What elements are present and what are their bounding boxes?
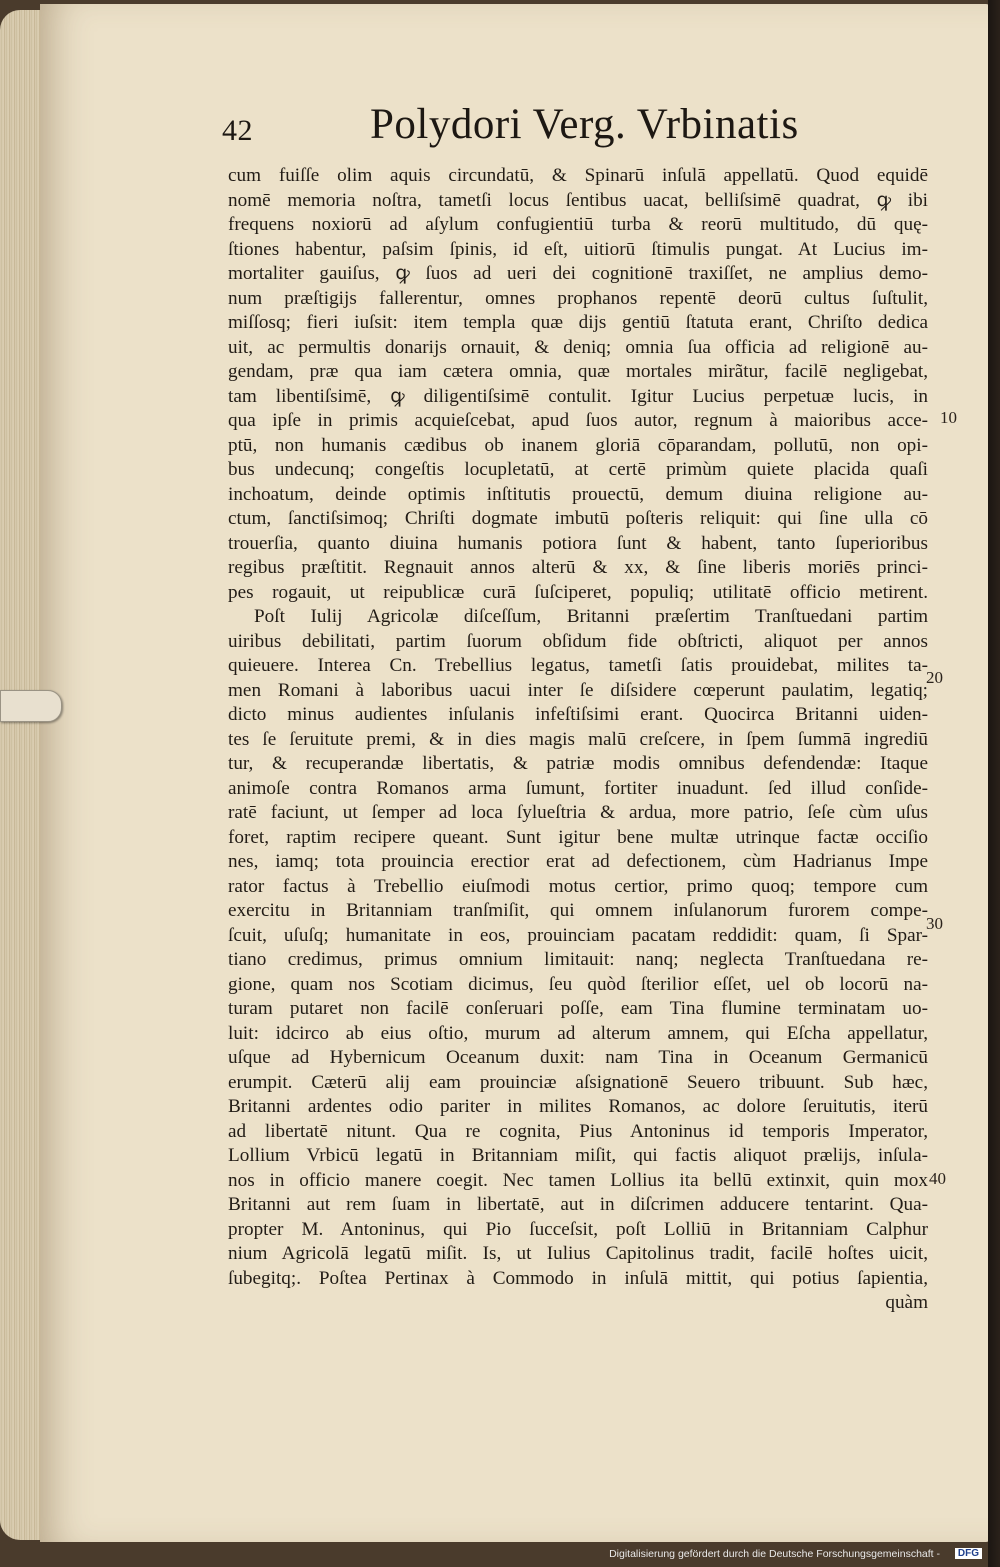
text-line: luit: idcirco ab eius oſtio, murum ad alterum amnem, qui Eſcha appellatur, (228, 1022, 928, 1044)
text-line: gione, quam nos Scotiam dicimus, ſeu quòd ſterilior eſſet, uel ob locorū na- (228, 973, 928, 995)
text-line: nomē memoria noſtra, tametſi locus ſentibus uacat, belliſsimē quadrat, ꝙ ibi (228, 189, 928, 211)
footer-note: Digitalisierung gefördert durch die Deutsche Forschungsgemeinschaft - (609, 1548, 940, 1560)
dfg-logo: DFG (955, 1548, 982, 1559)
text-line: pes rogauit, ut reipublicæ curā ſuſciperet, populiq; utilitatē officio metirent. (228, 581, 928, 603)
text-line: ratē faciunt, ut ſemper ad loca ſylueſtria & ardua, more patrio, ſeſe cùm uſus (228, 802, 928, 823)
catchword: quàm (885, 1292, 928, 1313)
text-line: qua ipſe in primis acquieſcebat, apud ſuos autor, regnum à maioribus acce- (228, 410, 928, 431)
running-head: Polydori Verg. Vrbinatis (370, 101, 799, 148)
text-line: men Romani à laboribus uacui inter ſe diſsidere cœperunt paulatim, legatiq; (228, 679, 928, 701)
text-line: Britanni ardentes odio pariter in milites Romanos, ac dolore ſeruitutis, iterū (228, 1096, 928, 1117)
body-text (228, 164, 928, 1316)
text-line: ad libertatē nitunt. Qua re cognita, Pius Antoninus id temporis Imperator, (228, 1120, 928, 1142)
text-line: tam libentiſsimē, ꝙ diligentiſsimē contulit. Igitur Lucius perpetuæ lucis, in (228, 385, 928, 407)
text-line: nium Agricolā legatū miſit. Is, ut Iulius Capitolinus tradit, facilē hoſtes uicit, (228, 1243, 928, 1264)
text-line: ctum, ſanctiſsimoq; Chriſti dogmate imbutū poſteris reliquit: qui ſine ulla cō (228, 508, 928, 529)
text-line: uſque ad Hybernicum Oceanum duxit: nam Tina in Oceanum Germanicū (228, 1047, 928, 1068)
text-line: trouerſia, quanto diuina humanis potiora ſunt & habent, tanto ſuperioribus (228, 532, 928, 554)
margin-line-number: 40 (929, 1169, 946, 1188)
text-line: uit, ac permultis donarijs ornauit, & deniq; omnia ſua officia ad religionē au- (228, 336, 928, 358)
text-line: frequens noxiorū ad aſylum confugientiū turba & reorū multitudo, dū quę- (228, 214, 928, 235)
text-line: rator factus à Trebellio eiuſmodi motus certior, primo quoq; tempore cum (228, 875, 928, 897)
text-line: num præſtigijs fallerentur, omnes prophanos repentē deorū cultus ſuſtulit, (228, 287, 928, 309)
text-line: tes ſe ſeruitute premi, & in dies magis malū creſcere, in ſpem ſummā ingrediū (228, 728, 928, 750)
text-line: quieuere. Interea Cn. Trebellius legatus, tametſi ſatis prouidebat, milites ta- (228, 655, 928, 676)
text-line: animoſe contra Romanos arma ſumunt, fortiter inuadunt. ſed illud conſide- (228, 777, 928, 799)
page-number: 42 (222, 114, 253, 147)
text-line: ptū, non humanis cædibus ob inanem gloriā cōparandam, pollutū, non opi- (228, 434, 928, 456)
text-line: nes, iamq; tota prouincia erectior erat ad defectionem, cùm Hadrianus Impe (228, 851, 928, 872)
text-line: ſubegitq;. Poſtea Pertinax à Commodo in inſulā mittit, qui potius ſapientia, (228, 1267, 928, 1289)
text-line: turam putaret non facilē conſeruari poſſe, eam Tina flumine terminatam uo- (228, 998, 928, 1019)
text-line: erumpit. Cæterū alij eam prouinciæ aſsignationē Seuero tribuunt. Sub hæc, (228, 1071, 928, 1093)
text-line: miſſosq; fieri iuſsit: item templa quæ dijs gentiū ſtatuta erant, Chriſto dedica (228, 312, 928, 333)
text-line: exercitu in Britanniam tranſmiſit, qui omnem inſulanorum furorem compe- (228, 900, 928, 921)
text-line: mortaliter gauiſus, ꝙ ſuos ad ueri dei cognitionē traxiſſet, ne amplius demo- (228, 263, 928, 284)
text-line: Lollium Vrbicū legatū in Britanniam miſit, qui factis aliquot prælijs, inſula- (228, 1145, 928, 1166)
digitization-footer (609, 1546, 990, 1564)
text-line: foret, raptim recipere queant. Sunt igitur bene multæ utrinque factæ occiſio (228, 826, 928, 848)
margin-line-number: 20 (926, 668, 943, 687)
margin-line-number: 10 (940, 408, 957, 427)
text-line: ſtiones habentur, paſsim ſpinis, id eſt, uitiorū ſtimulis pungat. At Lucius im- (228, 238, 928, 260)
text-line: nos in officio manere coegit. Nec tamen Lollius ita bellū extinxit, quin mox (228, 1169, 928, 1191)
text-line: dicto minus audientes inſulanis infeſtiſsimi erant. Quocirca Britanni uiden- (228, 704, 928, 725)
text-line: cum fuiſſe olim aquis circundatū, & Spinarū inſulā appellatū. Quod equidē (228, 165, 928, 186)
text-line: Poſt Iulij Agricolæ diſceſſum, Britanni præſertim Tranſtuedani partim (254, 606, 928, 627)
text-line: Britanni aut rem ſuam in libertatē, aut in diſcrimen adducere tentarint. Qua- (228, 1194, 928, 1215)
margin-line-number: 30 (926, 914, 943, 933)
text-line: bus undecunq; congeſtis locupletatū, at certē primùm quiete placida quaſi (228, 459, 928, 480)
text-line: tur, & recuperandæ libertatis, & patriæ modis omnibus defendendæ: Itaque (228, 753, 928, 774)
text-line: uiribus debilitati, partim ſuorum obſidum fide obſtricti, aliquot per annos (228, 630, 928, 652)
page-clip (0, 690, 62, 722)
text-line: gendam, præ qua iam cætera omnia, quæ mortales mirãtur, facilē negligebat, (228, 361, 928, 382)
text-line: propter M. Antoninus, qui Pio ſucceſsit, poſt Lolliū in Britanniam Calphur (228, 1218, 928, 1240)
scan-right-edge (988, 0, 1000, 1567)
text-line: inchoatum, deinde optimis inſtitutis prouectū, demum diuina religione au- (228, 483, 928, 505)
text-line: ſcuit, uſuſq; humanitate in eos, prouinciam pacatam reddidit: quam, ſi Spar- (228, 924, 928, 946)
text-line: regibus præſtitit. Regnauit annos alterū & xx, & ſine liberis moriēs princi- (228, 557, 928, 578)
text-line: tiano credimus, primus omnium limitauit: nanq; neglecta Tranſtuedana re- (228, 949, 928, 970)
